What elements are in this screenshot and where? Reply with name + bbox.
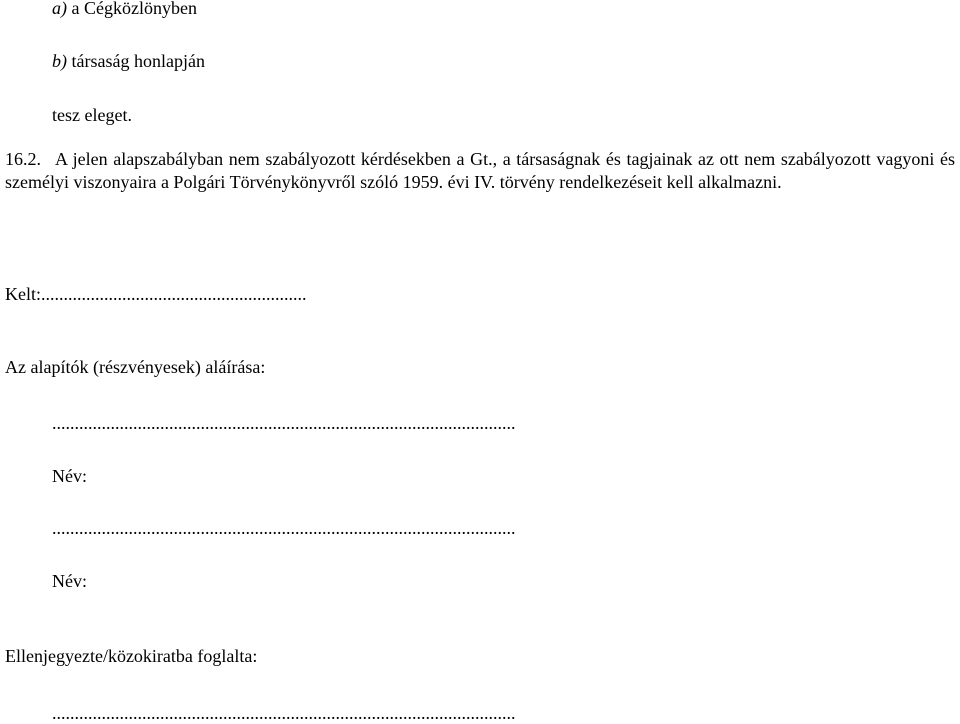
list-item-a-label: a) xyxy=(52,0,67,18)
list-closing-text: tesz eleget. xyxy=(52,105,132,125)
countersign-line: ....................................................................................................... xyxy=(52,703,516,723)
signature-name-label-1: Név: xyxy=(52,466,87,486)
section-number: 16.2. xyxy=(5,149,41,169)
list-item-b-label: b) xyxy=(52,51,67,71)
list-item-b-text: társaság honlapján xyxy=(71,51,205,71)
countersign-heading: Ellenjegyezte/közokiratba foglalta: xyxy=(5,646,258,666)
founders-signature-heading: Az alapítók (részvényesek) aláírása: xyxy=(5,357,266,377)
section-paragraph xyxy=(5,148,955,194)
list-item-b xyxy=(52,50,205,72)
list-item-a-text: a Cégközlönyben xyxy=(71,0,197,18)
signature-name-label-2: Név: xyxy=(52,571,87,591)
signature-line-1: ....................................................................................................... xyxy=(52,413,516,433)
signature-line-2: ....................................................................................................... xyxy=(52,518,516,538)
section-text: A jelen alapszabályban nem szabályozott kérdésekben a Gt., a társaságnak és tagjainak az ott nem szabályozott vagyoni és személyi viszonyaira a Polgári Törvénykönyvről szóló 1959. évi IV. törvény rendelkezéseit kell alkalmazni. xyxy=(5,149,955,192)
list-item-a xyxy=(52,0,197,19)
dated-line: Kelt:........................................................... xyxy=(5,284,307,304)
